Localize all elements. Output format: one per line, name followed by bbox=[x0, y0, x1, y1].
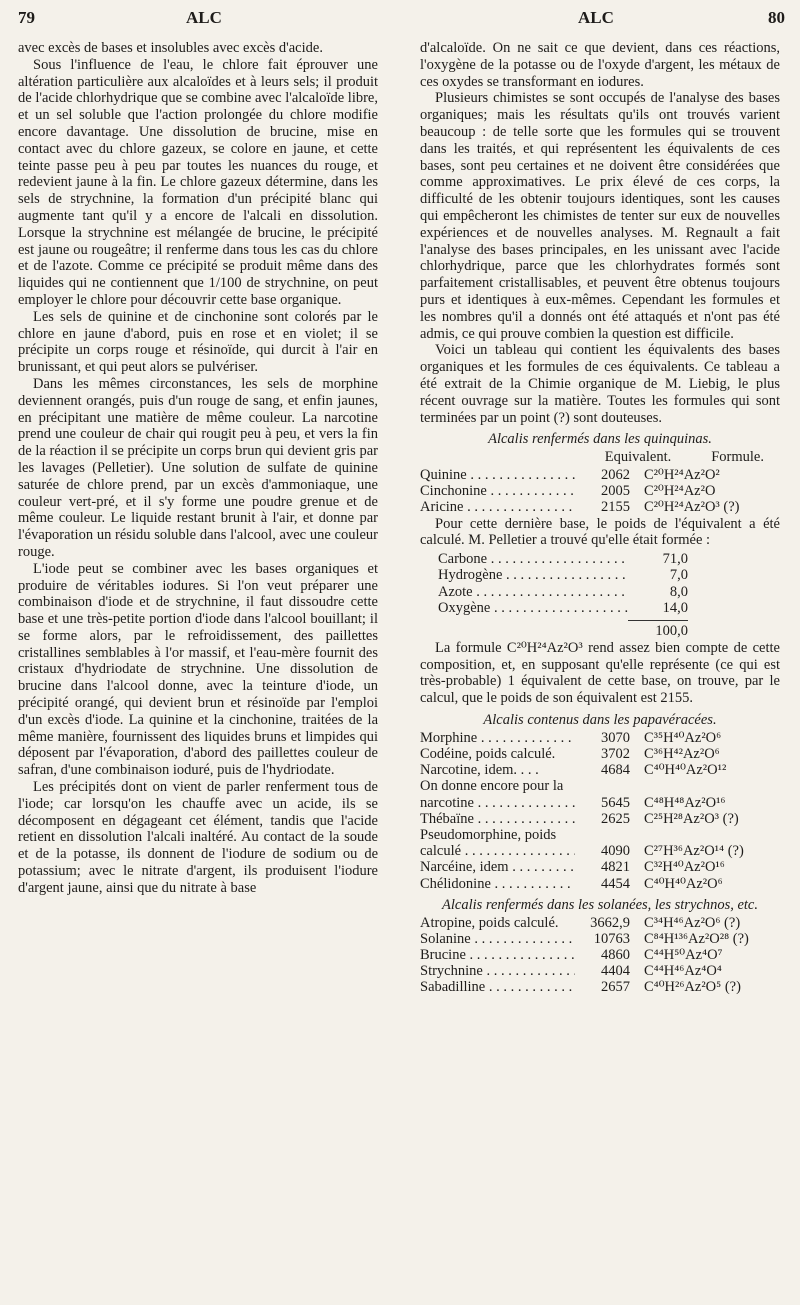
formula-value bbox=[644, 778, 780, 794]
paragraph: avec excès de bases et insolubles avec excès d'acide. bbox=[18, 40, 323, 56]
table-row bbox=[420, 915, 780, 931]
alkaloid-name: Pseudomorphine, poids bbox=[420, 826, 557, 843]
equivalent-value: 4404 bbox=[601, 963, 630, 980]
table-row bbox=[420, 947, 780, 963]
element-value: 8,0 bbox=[669, 583, 688, 600]
table-row bbox=[420, 762, 780, 778]
table-row bbox=[420, 778, 780, 794]
alkaloid-name: Thébaïne . . . bbox=[420, 811, 575, 827]
alkaloid-name: Chélidonine . . . bbox=[420, 876, 575, 892]
formula-value: C⁸⁴H¹³⁶Az²O²⁸ (?) bbox=[644, 930, 749, 947]
composition-row bbox=[438, 584, 688, 600]
formula-value: C²⁰H²⁴Az²O bbox=[644, 483, 716, 500]
alkaloid-name: Narcotine, idem. . . . bbox=[420, 762, 539, 779]
element-name: Azote . . . bbox=[438, 584, 628, 600]
paragraph: Dans les mêmes circonstances, les sels de morphine deviennent orangés, puis d'un rouge de sang, et enfin jaunes, en précipitant une matière de même couleur. La narcotine prend une couleur de chair qui rougit peu à peu, et vers la fin de la réaction il se précipite un corps brun qui devient gris par les lavages (Pelletier). Une solution de sulfate de quinine saturée de chlore prend, par un excès d'ammoniaque, une couleur vert-pré, et il s'y forme une poudre grenue et de même couleur. Le liquide restant brunit à l'air, et donne par l'évaporation un résidu soluble dans l'alcool, avec une couleur rouge. bbox=[18, 375, 378, 560]
column-header-equivalent: Equivalent. bbox=[604, 449, 672, 466]
composition-row bbox=[438, 567, 688, 583]
paragraph: Sous l'influence de l'eau, le chlore fait éprouver une altération particulière aux alcaloïdes et à leurs sels; il produit de l'acide chlorhydrique que se combine avec l'alcaloïde libre, et un sel soluble que l'action prolongée du chlore modifie encore davantage. Une dissolution de brucine, mise en contact avec du chlore gazeux, se colore en jaune, et cette teinte passe peu à peu par toutes les nuances du rouge, et redevient jaune à la fin. Le chlore gazeux détermine, dans les sels de strychnine, la formation d'un précipité blanc qui augmente tant qu'il y a encore de l'alcali en dissolution. Lorsque la strychnine est mélangée de brucine, le précipité est jaune ou rougeâtre; il renferme dans tous les cas du chlore et de l'azote. Comme ce précipité se produit même dans des liquides qui ne contiennent que 1/100 de strychnine, on peut employer le chlore pour découvrir cette base organique. bbox=[18, 56, 378, 308]
formula-value: C⁴⁴H⁵⁰Az⁴O⁷ bbox=[644, 946, 723, 963]
page-number-left: 79 bbox=[18, 8, 35, 27]
table-row bbox=[420, 931, 780, 947]
table-row bbox=[420, 876, 780, 892]
paragraph: La formule C²⁰H²⁴Az²O³ rend assez bien compte de cette composition, et, en supposant qu'elle représente (ce qui est très-probable) 1 équivalent de cette base, on trouve, par le calcul, que le poids de son équivalent est 2155. bbox=[420, 639, 780, 707]
formula-value: C⁴⁰H²⁶Az²O⁵ (?) bbox=[644, 979, 741, 996]
alkaloid-name: Strychnine . . . bbox=[420, 963, 575, 979]
element-value: 71,0 bbox=[662, 551, 688, 568]
formula-value: C²⁰H²⁴Az²O² bbox=[644, 466, 720, 483]
equivalent-value: 4860 bbox=[601, 946, 630, 963]
formula-value: C⁴⁰H⁴⁰Az²O¹² bbox=[644, 762, 727, 779]
left-column bbox=[18, 40, 378, 897]
composition-row bbox=[438, 600, 688, 616]
element-value: 14,0 bbox=[662, 599, 688, 616]
table-row bbox=[420, 730, 780, 746]
table-quinquinas bbox=[420, 467, 780, 516]
table-papaveracees bbox=[420, 730, 780, 892]
formula-value: C³²H⁴⁰Az²O¹⁶ bbox=[644, 859, 725, 876]
equivalent-value: 3662,9 bbox=[590, 914, 630, 931]
equivalent-value: 2155 bbox=[601, 499, 630, 516]
alkaloid-name: Quinine . . . bbox=[420, 467, 575, 483]
paragraph: Voici un tableau qui contient les équivalents des bases organiques et les formules de ces équivalents. Ce tableau a été extrait de la Chimie organique de M. Liebig, le plus récent ouvrage sur la matière. Toutes les formules qui sont terminées par un point (?) sont douteuses. bbox=[420, 342, 780, 426]
equivalent-value: 2062 bbox=[601, 466, 630, 483]
right-column bbox=[420, 40, 780, 996]
running-head-left: ALC bbox=[186, 8, 222, 27]
equivalent-value bbox=[575, 778, 644, 794]
equivalent-value: 2657 bbox=[601, 979, 630, 996]
running-head-right: ALC bbox=[578, 8, 614, 27]
page-number-right: 80 bbox=[768, 8, 785, 27]
table-caption-papaveracees: Alcalis contenus dans les papavéracées. bbox=[483, 711, 717, 728]
paragraph: Plusieurs chimistes se sont occupés de l'analyse des bases organiques; mais les résultats qu'ils ont trouvés varient beaucoup : de telle sorte que les formules qui se trouvent dans les traités, et qui représentent les équivalents de ces bases, sont peu certaines et ne doivent être considérées que comme approximatives. Le prix élevé de ces corps, la difficulté de les obtenir toujours identiques, sont les causes qui empêcheront les chimistes de tenter sur eux de nouvelles expériences et de nouvelles analyses. M. Regnault a fait l'analyse des bases principales, en les unissant avec l'acide chlorhydrique, parce que les chlorhydrates formés sont parfaitement cristallisables, et peuvent être obtenus toujours purs et identiques à eux-mêmes. Cependant les formules et les nombres qu'il a donnés ont été attaqués et n'ont pas été admis, ce qui prouve combien la question est difficile. bbox=[420, 90, 780, 342]
paragraph: Les précipités dont on vient de parler renferment tous de l'iode; car lorsqu'on les chauffe avec un acide, ils se décomposent en dégageant cet élément, tandis que l'acide retient en dissolution l'alcali inaltéré. Au contact de la soude et de la potasse, ils donnent de l'iodure de sodium ou de potassium; avec le nitrate d'argent, ils produisent l'iodure d'argent jaune, ainsi que du nitrate à base bbox=[18, 779, 378, 896]
equivalent-value: 2005 bbox=[601, 483, 630, 500]
table-solanees bbox=[420, 915, 780, 996]
composition-total: 100,0 bbox=[655, 622, 688, 639]
alkaloid-name: Solanine . . . bbox=[420, 931, 575, 947]
alkaloid-name: Morphine . . . bbox=[420, 730, 575, 746]
formula-value: C⁴⁴H⁴⁶Az⁴O⁴ bbox=[644, 963, 722, 980]
alkaloid-name: Codéine, poids calculé. bbox=[420, 745, 556, 762]
equivalent-value: 4454 bbox=[601, 875, 630, 892]
table-row bbox=[420, 859, 780, 875]
table-row bbox=[420, 979, 780, 995]
equivalent-value bbox=[575, 827, 644, 843]
paragraph: Les sels de quinine et de cinchonine sont colorés par le chlore en jaune d'abord, puis en rose et en violet; il se précipite un corps rouge et résinoïde, qui durcit à l'air en brunissant, et qui peut alors se pulvériser. bbox=[18, 308, 378, 376]
formula-value: C⁴⁸H⁴⁸Az²O¹⁶ bbox=[644, 794, 726, 811]
alkaloid-name: Brucine . . . bbox=[420, 947, 575, 963]
table-row bbox=[420, 843, 780, 859]
equivalent-value: 5645 bbox=[601, 794, 630, 811]
table-row bbox=[420, 746, 780, 762]
column-header-formula: Formule. bbox=[711, 449, 764, 466]
alkaloid-name: Cinchonine . . . bbox=[420, 483, 575, 499]
equivalent-value: 4090 bbox=[601, 843, 630, 860]
composition-table bbox=[438, 551, 688, 640]
equivalent-value: 4684 bbox=[601, 762, 630, 779]
table-row bbox=[420, 827, 780, 843]
element-name: Oxygène . . . bbox=[438, 600, 628, 616]
table-row bbox=[420, 811, 780, 827]
equivalent-value: 4821 bbox=[601, 859, 630, 876]
formula-value: C³⁴H⁴⁶Az²O⁶ (?) bbox=[644, 914, 741, 931]
table-row bbox=[420, 795, 780, 811]
alkaloid-name: Atropine, poids calculé. bbox=[420, 914, 559, 931]
alkaloid-name: Aricine . . . bbox=[420, 499, 575, 515]
element-name: Carbone . . . bbox=[438, 551, 628, 567]
table-row bbox=[420, 499, 780, 515]
composition-row bbox=[438, 551, 688, 567]
paragraph: L'iode peut se combiner avec les bases organiques et produire de véritables iodures. Si l'on veut préparer une combinaison d'iode et de strychnine, il faut dissoudre cette base et une très-petite portion d'iode dans l'alcool bouillant; il se forme alors, par le refroidissement, des paillettes cristallines semblables à l'or massif, et l'eau-mère fournit des cristaux d'hydriodate de strychnine. Une dissolution de brucine dans l'alcool donne, avec la teinture d'iode, un précipité orangé, qui devient brun et résinoïde par l'emploi d'un excès d'iode. La quinine et la cinchonine, traitées de la même manière, fournissent des liquides bruns et limpides qui déposent par l'évaporation, d'abord des paillettes couleur de safran, d'une combinaison ioduré, puis de l'hydriodate. bbox=[18, 560, 378, 779]
formula-value: C⁴⁰H⁴⁰Az²O⁶ bbox=[644, 875, 723, 892]
alkaloid-name: Sabadilline . . . bbox=[420, 979, 575, 995]
element-value: 7,0 bbox=[669, 567, 688, 584]
formula-value: C²⁷H³⁶Az²O¹⁴ (?) bbox=[644, 843, 744, 860]
alkaloid-name: On donne encore pour la bbox=[420, 778, 564, 795]
table-column-headers bbox=[420, 449, 780, 466]
equivalent-value: 3070 bbox=[601, 729, 630, 746]
table-row bbox=[420, 963, 780, 979]
formula-value: C³⁶H⁴²Az²O⁶ bbox=[644, 745, 720, 762]
formula-value bbox=[644, 827, 780, 843]
table-row bbox=[420, 467, 780, 483]
sum-rule bbox=[628, 620, 688, 621]
table-caption-solanees: Alcalis renfermés dans les solanées, les strychnos, etc. bbox=[442, 896, 758, 913]
equivalent-value: 10763 bbox=[593, 930, 630, 947]
alkaloid-name: narcotine . . . bbox=[420, 795, 575, 811]
element-name: Hydrogène . . . bbox=[438, 567, 628, 583]
formula-value: C³⁵H⁴⁰Az²O⁶ bbox=[644, 729, 722, 746]
table-caption-quinquinas: Alcalis renfermés dans les quinquinas. bbox=[488, 431, 712, 448]
equivalent-value: 2625 bbox=[601, 810, 630, 827]
alkaloid-name: calculé . . . bbox=[420, 843, 575, 859]
paragraph: Pour cette dernière base, le poids de l'équivalent a été calculé. M. Pelletier a trouvé qu'elle était formée : bbox=[420, 515, 780, 549]
table-row bbox=[420, 483, 780, 499]
equivalent-value: 3702 bbox=[601, 745, 630, 762]
formula-value: C²⁵H²⁸Az²O³ (?) bbox=[644, 810, 739, 827]
paragraph: d'alcaloïde. On ne sait ce que devient, dans ces réactions, l'oxygène de la potasse ou de l'oxyde d'argent, les métaux de ces oxydes se transformant en iodures. bbox=[420, 40, 780, 90]
formula-value: C²⁰H²⁴Az²O³ (?) bbox=[644, 499, 740, 516]
alkaloid-name: Narcéine, idem . . . bbox=[420, 859, 575, 875]
